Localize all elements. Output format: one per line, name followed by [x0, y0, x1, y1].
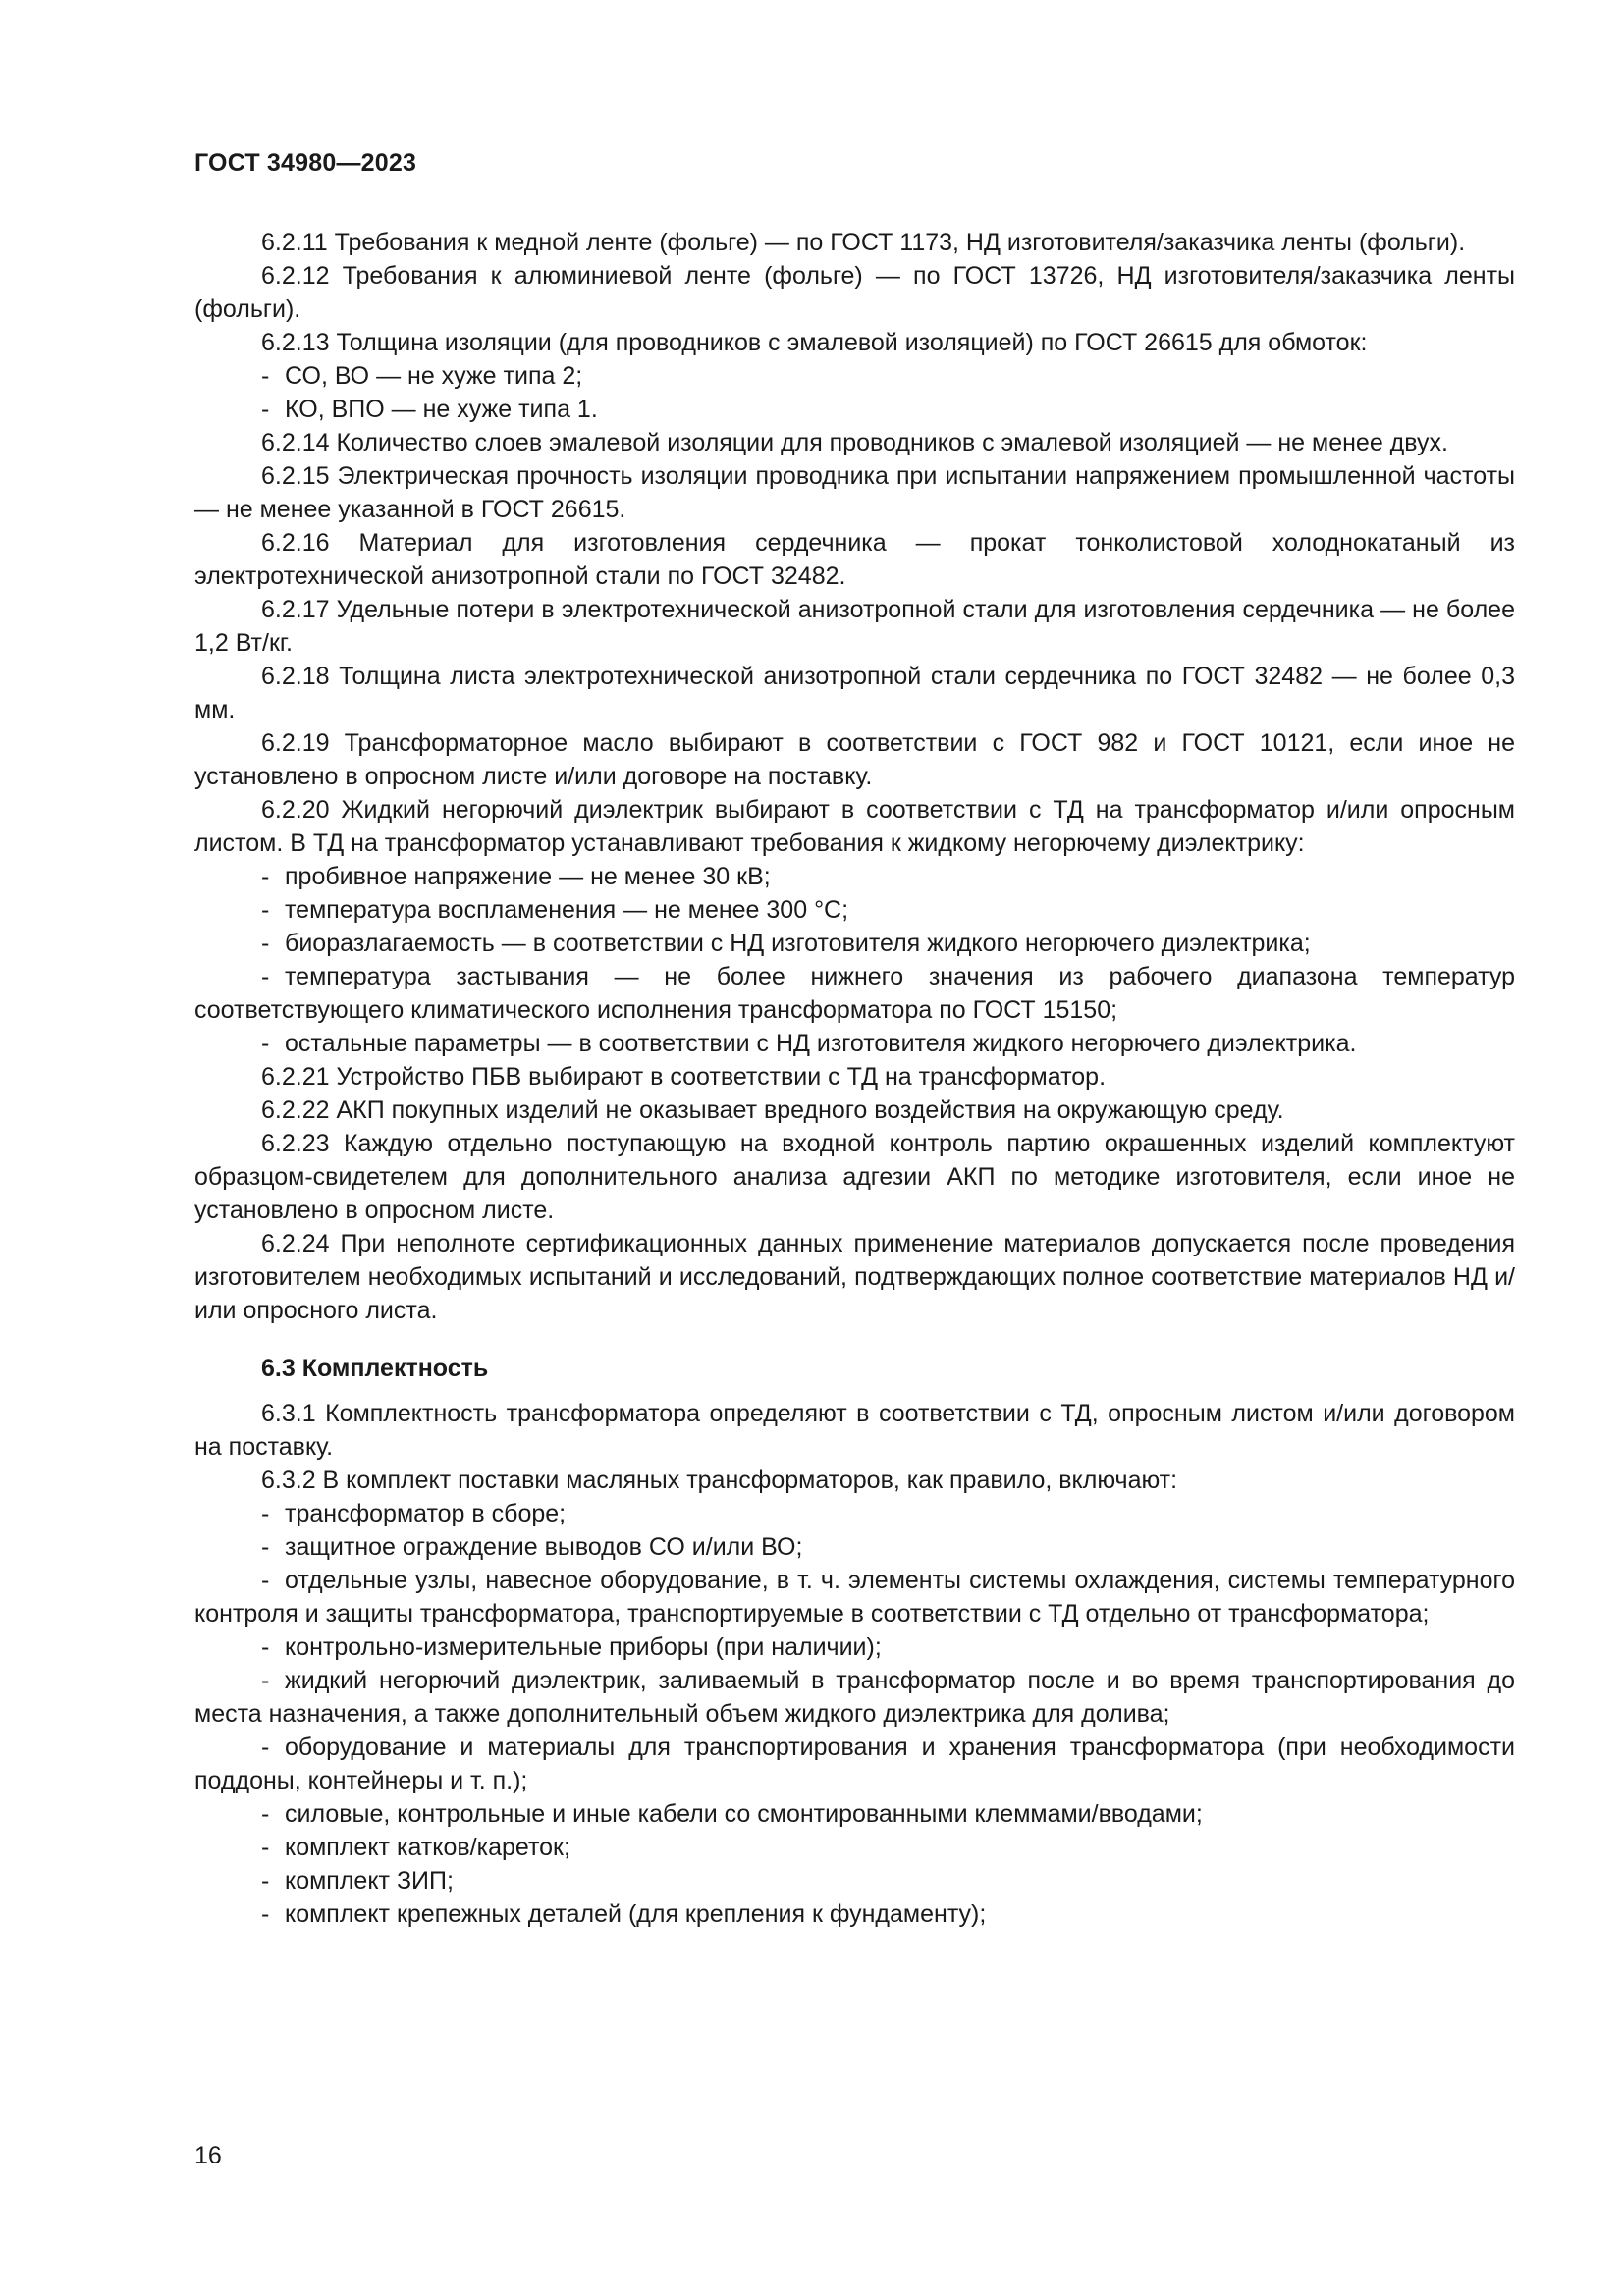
list-item-text: комплект ЗИП; [285, 1867, 454, 1895]
list-item [194, 1027, 1515, 1060]
paragraph: 6.2.20 Жидкий негорючий диэлектрик выбирают в соответствии с ТД на трансформатор и/или опросным листом. В ТД на трансформатор устанавливают требования к жидкому негорючему диэлектрику: [194, 796, 1515, 857]
list-item [194, 960, 1515, 1027]
paragraph: 6.2.14 Количество слоев эмалевой изоляции для проводников с эмалевой изоляцией — не менее двух. [261, 429, 1448, 456]
list-item [194, 927, 1515, 960]
list-dash: - [261, 1567, 270, 1594]
paragraph: 6.2.21 Устройство ПБВ выбирают в соответствии с ТД на трансформатор. [261, 1063, 1107, 1091]
list-dash: - [261, 930, 270, 957]
list-item [194, 1864, 1515, 1897]
list-dash: - [261, 1734, 270, 1761]
paragraph: 6.2.24 При неполноте сертификационных данных применение материалов допускается после проведения изготовителем необходимых испытаний и исследований, подтверждающих полное соответствие материалов НД и/или опросного листа. [194, 1230, 1515, 1324]
list-item-text: КО, ВПО — не хуже типа 1. [285, 396, 598, 423]
paragraph: 6.3.1 Комплектность трансформатора определяют в соответствии с ТД, опросным листом и/или договором на поставку. [194, 1400, 1515, 1461]
list-dash: - [261, 1800, 270, 1828]
section-6-3-content [194, 1397, 1515, 1931]
list-item-text: температура воспламенения — не менее 300 °С; [285, 896, 849, 924]
list-item-text: комплект катков/кареток; [285, 1834, 570, 1861]
paragraph: 6.2.16 Материал для изготовления сердечника — прокат тонколистовой холоднокатаный из электротехнической анизотропной стали по ГОСТ 32482. [194, 529, 1515, 590]
list-dash: - [261, 896, 270, 924]
list-item [194, 1530, 1515, 1564]
paragraph: 6.2.19 Трансформаторное масло выбирают в соответствии с ГОСТ 982 и ГОСТ 10121, если иное не установлено в опросном листе и/или договоре на поставку. [194, 729, 1515, 790]
paragraph: 6.3.2 В комплект поставки масляных трансформаторов, как правило, включают: [261, 1467, 1178, 1494]
document-header: ГОСТ 34980—2023 [194, 149, 417, 177]
list-item [194, 1897, 1515, 1931]
list-dash: - [261, 396, 270, 423]
paragraph: 6.2.11 Требования к медной ленте (фольге) — по ГОСТ 1173, НД изготовителя/заказчика ленты (фольги). [261, 229, 1466, 256]
list-item-text: трансформатор в сборе; [285, 1500, 567, 1527]
list-item-text: защитное ограждение выводов СО и/или ВО; [285, 1533, 803, 1561]
list-item [194, 1831, 1515, 1864]
list-dash: - [261, 1500, 270, 1527]
list-dash: - [261, 1030, 270, 1057]
paragraph: 6.2.12 Требования к алюминиевой ленте (фольге) — по ГОСТ 13726, НД изготовителя/заказчика ленты (фольги). [194, 262, 1515, 323]
list-dash: - [261, 1667, 270, 1694]
list-item [194, 359, 1515, 393]
list-item-text: оборудование и материалы для транспортирования и хранения трансформатора (при необходимости поддоны, контейнеры и т. п.); [194, 1734, 1515, 1794]
list-item [194, 1497, 1515, 1530]
list-dash: - [261, 1533, 270, 1561]
list-item [194, 1797, 1515, 1831]
paragraph: 6.2.22 АКП покупных изделий не оказывает вредного воздействия на окружающую среду. [261, 1096, 1284, 1124]
list-dash: - [261, 362, 270, 390]
list-item-text: силовые, контрольные и иные кабели со смонтированными клеммами/вводами; [285, 1800, 1203, 1828]
document-body [194, 226, 1515, 1931]
list-item-text: температура застывания — не более нижнего значения из рабочего диапазона температур соответствующего климатического исполнения трансформатора по ГОСТ 15150; [194, 963, 1515, 1024]
list-item-text: жидкий негорючий диэлектрик, заливаемый в трансформатор после и во время транспортирования до места назначения, а также дополнительный объем жидкого диэлектрика для долива; [194, 1667, 1515, 1728]
list-item-text: комплект крепежных деталей (для крепления к фундаменту); [285, 1900, 987, 1928]
list-item [194, 1630, 1515, 1664]
page-number: 16 [194, 2142, 222, 2169]
paragraph: 6.2.17 Удельные потери в электротехнической анизотропной стали для изготовления сердечника — не более 1,2 Вт/кг. [194, 596, 1515, 657]
paragraph: 6.2.13 Толщина изоляции (для проводников с эмалевой изоляцией) по ГОСТ 26615 для обмоток: [261, 329, 1368, 356]
list-dash: - [261, 963, 270, 990]
list-item [194, 1564, 1515, 1630]
list-dash: - [261, 1834, 270, 1861]
list-item-text: СО, ВО — не хуже типа 2; [285, 362, 583, 390]
list-item-text: контрольно-измерительные приборы (при наличии); [285, 1633, 882, 1661]
list-item [194, 393, 1515, 426]
list-item [194, 1664, 1515, 1731]
list-item-text: остальные параметры — в соответствии с НД изготовителя жидкого негорючего диэлектрика. [285, 1030, 1357, 1057]
list-item [194, 1731, 1515, 1797]
list-item [194, 860, 1515, 893]
section-heading: 6.3 Комплектность [261, 1355, 489, 1382]
list-item-text: пробивное напряжение — не менее 30 кВ; [285, 863, 771, 890]
list-dash: - [261, 1900, 270, 1928]
list-item-text: отдельные узлы, навесное оборудование, в т. ч. элементы системы охлаждения, системы температурного контроля и защиты трансформатора, транспортируемые в соответствии с ТД отдельно от трансформатора; [194, 1567, 1515, 1628]
paragraph: 6.2.18 Толщина листа электротехнической анизотропной стали сердечника по ГОСТ 32482 — не более 0,3 мм. [194, 663, 1515, 723]
paragraph: 6.2.23 Каждую отдельно поступающую на входной контроль партию окрашенных изделий комплектуют образцом-свидетелем для дополнительного анализа адгезии АКП по методике изготовителя, если иное не установлено в опросном листе. [194, 1130, 1515, 1224]
list-item-text: биоразлагаемость — в соответствии с НД изготовителя жидкого негорючего диэлектрика; [285, 930, 1311, 957]
paragraph: 6.2.15 Электрическая прочность изоляции проводника при испытании напряжением промышленной частоты — не менее указанной в ГОСТ 26615. [194, 462, 1515, 523]
section-6-2-content [194, 226, 1515, 1327]
list-dash: - [261, 1867, 270, 1895]
list-dash: - [261, 863, 270, 890]
list-dash: - [261, 1633, 270, 1661]
list-item [194, 893, 1515, 927]
